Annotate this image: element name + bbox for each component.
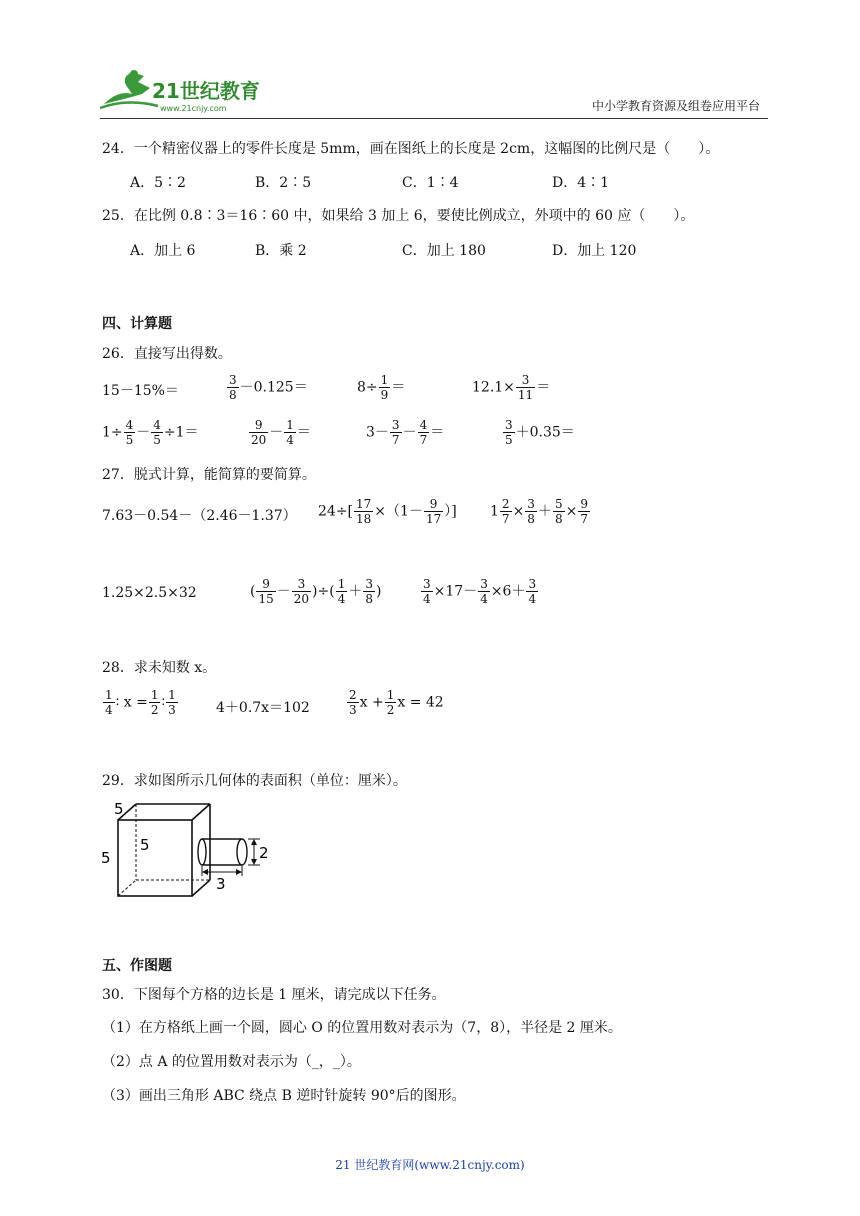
q28-a: $\frac{1}{4}$ ∶ x = $\frac{1}{2}$ ∶ $\frac{1}{3}$ bbox=[105, 688, 176, 717]
q30-item-2: （2）点 A 的位置用数对表示为（_，_）。 bbox=[102, 1054, 361, 1070]
section-4-title: 四、计算题 bbox=[102, 316, 172, 332]
q25-option-c: C．加上 180 bbox=[402, 243, 486, 259]
header-divider bbox=[100, 118, 768, 119]
q29-label-left: 5 bbox=[101, 849, 111, 867]
q25-option-d: D．加上 120 bbox=[552, 243, 637, 259]
q30-item-1: （1）在方格纸上画一个圆，圆心 O 的位置用数对表示为（7，8），半径是 2 厘米。 bbox=[102, 1020, 622, 1036]
q26-r2-a: 1÷ $\frac{4}{5}$ － $\frac{4}{5}$ ÷1＝ bbox=[102, 418, 199, 447]
q29-text: 29．求如图所示几何体的表面积（单位：厘米）。 bbox=[102, 773, 407, 789]
q24-option-a: A．5∶2 bbox=[130, 175, 186, 191]
q26-r1-d: 12.1× $\frac{3}{11}$ ＝ bbox=[472, 373, 551, 402]
q28-c: $\frac{2}{3}$ x + $\frac{1}{2}$ x = 42 bbox=[349, 688, 444, 717]
q24-option-b: B．2∶5 bbox=[255, 175, 312, 191]
q30-text: 30．下图每个方格的边长是 1 厘米，请完成以下任务。 bbox=[102, 987, 446, 1003]
q27-r2-b: ( $\frac{9}{15}$ － $\frac{3}{20}$ )÷( $\frac{1}{4}$ ＋ $\frac{3}{8}$ ) bbox=[250, 577, 382, 606]
logo bbox=[98, 68, 268, 114]
q25-option-b: B．乘 2 bbox=[255, 243, 307, 259]
q30-item-3: （3）画出三角形 ABC 绕点 B 逆时针旋转 90°后的图形。 bbox=[102, 1088, 466, 1104]
q24-option-d: D．4∶1 bbox=[552, 175, 610, 191]
q24-text: 24．一个精密仪器上的零件长度是 5mm，画在图纸上的长度是 2cm，这幅图的比例尺是（ ）。 bbox=[102, 141, 720, 157]
q27-r1-a: 7.63－0.54－（2.46－1.37） bbox=[102, 508, 297, 524]
q25-option-a: A．加上 6 bbox=[130, 243, 196, 259]
q26-r2-b: $\frac{9}{20}$ － $\frac{1}{4}$ ＝ bbox=[251, 418, 311, 447]
footer: 21 世纪教育网(www.21cnjy.com) bbox=[335, 1158, 525, 1172]
q24-option-c: C．1∶4 bbox=[402, 175, 459, 191]
section-5-title: 五、作图题 bbox=[102, 958, 172, 974]
q25-text: 25．在比例 0.8∶3＝16∶60 中，如果给 3 加上 6，要使比例成立，外项中的 60 应（ ）。 bbox=[102, 208, 695, 224]
q27-r2-a: 1.25×2.5×32 bbox=[102, 585, 197, 601]
q29-label-bottom: 3 bbox=[216, 875, 226, 893]
q28-b: 4＋0.7x＝102 bbox=[216, 700, 310, 716]
q26-r1-c: 8÷ $\frac{1}{9}$ ＝ bbox=[357, 373, 406, 402]
q26-r2-d: $\frac{3}{5}$ ＋0.35＝ bbox=[505, 418, 575, 447]
q26-r1-a: 15－15%＝ bbox=[102, 383, 179, 399]
q29-label-inner: 5 bbox=[140, 836, 150, 854]
q29-label-top: 5 bbox=[114, 800, 124, 818]
header-platform: 中小学教育资源及组卷应用平台 bbox=[591, 99, 760, 113]
q26-text: 26．直接写出得数。 bbox=[102, 346, 232, 362]
q28-text: 28．求未知数 x。 bbox=[102, 660, 217, 676]
q27-text: 27．脱式计算，能简算的要简算。 bbox=[102, 467, 316, 483]
logo-url: www.21cnjy.com bbox=[160, 104, 227, 113]
q26-r2-c: 3－ $\frac{3}{7}$ － $\frac{4}{7}$ ＝ bbox=[366, 418, 445, 447]
logo-text: 21世纪教育 bbox=[152, 79, 260, 103]
q29-figure bbox=[96, 796, 286, 906]
q26-r1-b: $\frac{3}{8}$ －0.125＝ bbox=[229, 373, 308, 402]
q29-label-right: 2 bbox=[259, 844, 269, 862]
q27-r1-c: 1 $\frac{2}{7}$ × $\frac{3}{8}$ ＋ $\frac{5}{8}$ × $\frac{9}{7}$ bbox=[490, 497, 588, 526]
q27-r1-b: 24÷[ $\frac{17}{18}$ ×（1－ $\frac{9}{17}$ ）] bbox=[318, 497, 457, 526]
q27-r2-c: $\frac{3}{4}$ ×17－ $\frac{3}{4}$ ×6＋ $\frac{3}{4}$ bbox=[423, 577, 537, 606]
